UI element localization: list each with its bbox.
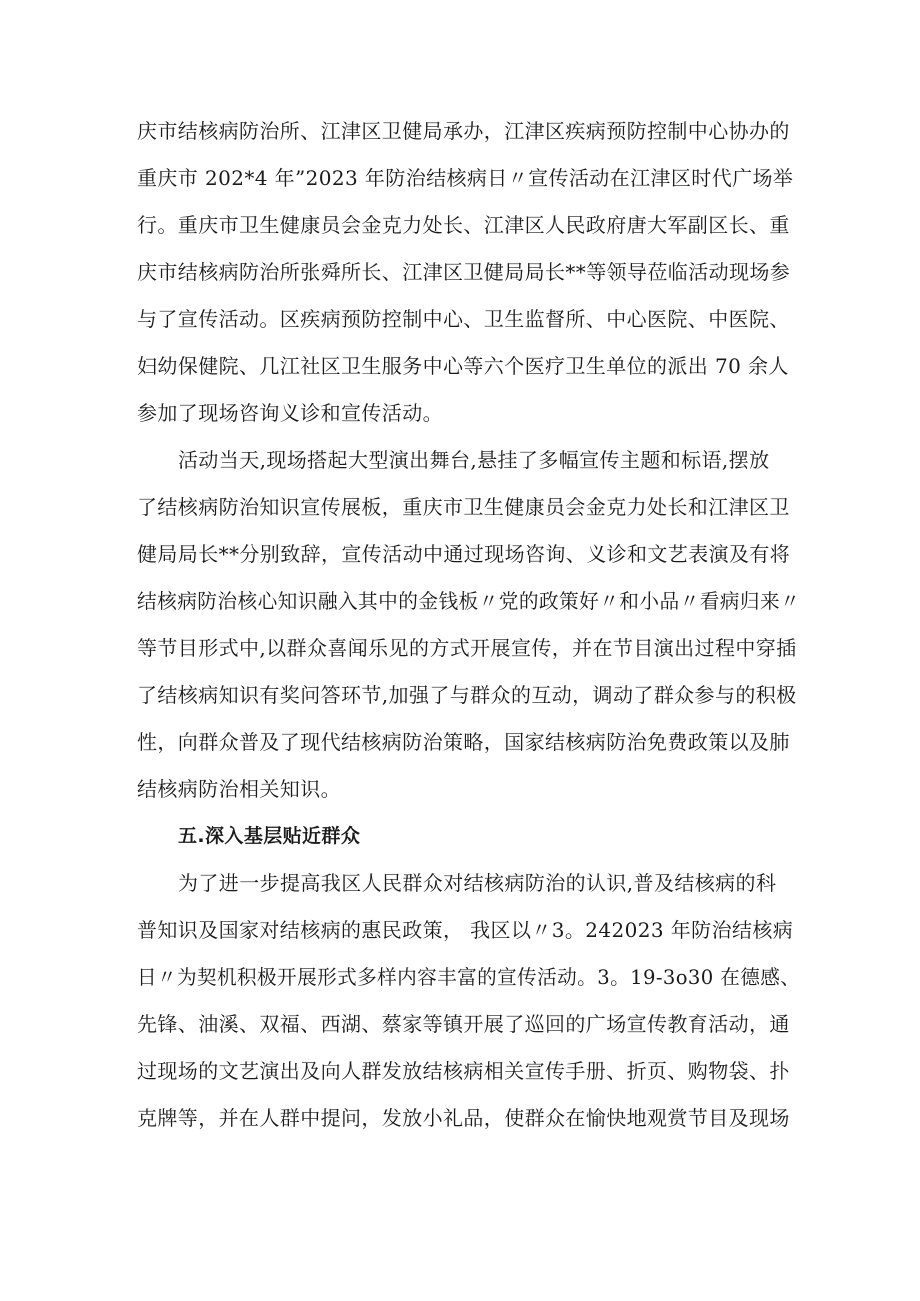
text-line: 行。重庆市卫生健康员会金克力处长、江津区人民政府唐大军副区长、重 [137,213,790,237]
text-line: 结核病防治核心知识融入其中的金钱板〃党的政策好〃和小品〃看病归来〃 [137,589,801,613]
text-line: 克牌等，并在人群中提问，发放小礼品，使群众在愉快地观赏节目及现场 [137,1106,790,1130]
text-line: 等节目形式中,以群众喜闻乐见的方式开展宣传，并在节目演出过程中穿插 [137,636,797,660]
text-line: 与了宣传活动。区疾病预防控制中心、卫生监督所、中心医院、中医院、 [137,307,790,331]
text-line: 健局局长**分别致辞，宣传活动中通过现场咨询、义诊和文艺表演及有将 [137,542,791,566]
paragraph-first-line: 活动当天,现场搭起大型演出舞台,悬挂了多幅宣传主题和标语,摆放 [178,448,770,472]
text-line: 结核病防治相关知识。 [137,777,341,801]
text-line: 妇幼保健院、几江社区卫生服务中心等六个医疗卫生单位的派出 70 余人 [137,354,789,378]
text-line: 参加了现场咨询义诊和宣传活动。 [137,401,443,425]
text-line: 了结核病防治知识宣传展板，重庆市卫生健康员会金克力处长和江津区卫 [137,495,790,519]
text-line: 先锋、油溪、双福、西湖、蔡家等镇开展了巡回的广场宣传教育活动，通 [137,1012,790,1036]
text-line: 过现场的文艺演出及向人群发放结核病相关宣传手册、折页、购物袋、扑 [137,1059,790,1083]
section-heading: 五.深入基层贴近群众 [178,825,361,847]
text-line: 普知识及国家对结核病的惠民政策， 我区以〃3。242023 年防治结核病 [137,918,794,942]
text-line: 了结核病知识有奖问答环节,加强了与群众的互动，调动了群众参与的积极 [137,683,797,707]
text-line: 日〃为契机积极开展形式多样内容丰富的宣传活动。3。19-3o30 在德感、 [137,965,801,989]
text-line: 性，向群众普及了现代结核病防治策略，国家结核病防治免费政策以及肺 [137,730,790,754]
paragraph-first-line: 为了进一步提高我区人民群众对结核病防治的认识,普及结核病的科 [178,871,777,895]
text-line: 庆市结核病防治所、江津区卫健局承办，江津区疾病预防控制中心协办的 [137,119,790,143]
text-line: 庆市结核病防治所张舜所长、江津区卫健局局长**等领导莅临活动现场参 [137,260,791,284]
text-line: 重庆市 202*4 年”2023 年防治结核病日〃宣传活动在江津区时代广场举 [137,166,794,190]
